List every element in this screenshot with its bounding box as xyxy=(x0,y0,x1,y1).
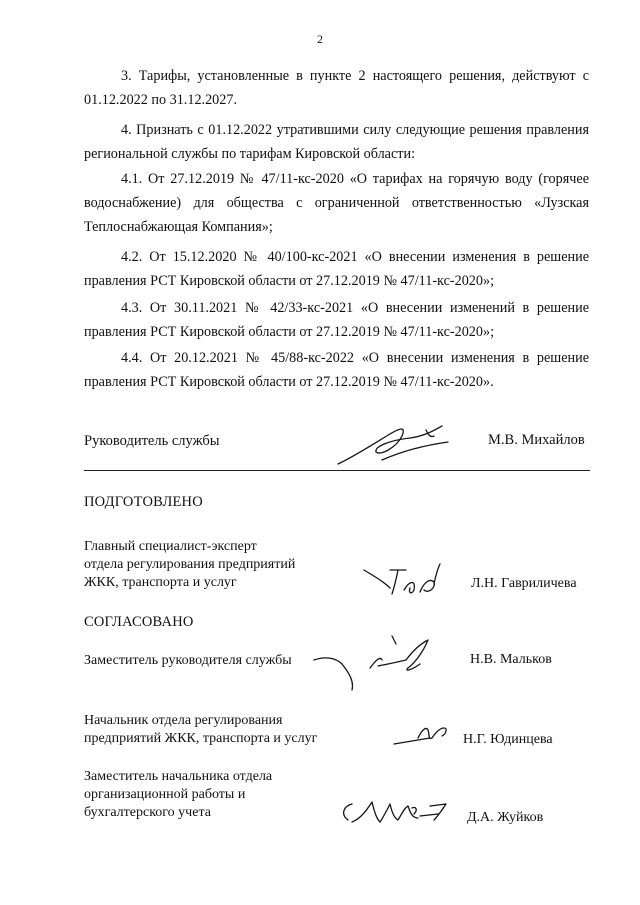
signer-title-line: Заместитель начальника отдела xyxy=(84,769,273,784)
paragraph-4-4: 4.4. От 20.12.2021 № 45/88-кс-2022 «О внесении изменения в решение правления РСТ Кировской области от 27.12.2019 № 47/11-кс-2020». xyxy=(84,350,589,390)
paragraph-4: 4. Признать с 01.12.2022 утратившими силу следующие решения правления региональной службы по тарифам Кировской области: xyxy=(84,122,589,162)
signer-title-line: предприятий ЖКК, транспорта и услуг xyxy=(84,731,318,746)
signer-2-signature xyxy=(392,720,462,750)
paragraph-4-2: 4.2. От 15.12.2020 № 40/100-кс-2021 «О внесении изменения в решение правления РСТ Кировской области от 27.12.2019 № 47/11-кс-2020»; xyxy=(84,249,589,289)
signer-1-signature xyxy=(312,630,462,694)
agreed-heading: СОГЛАСОВАНО xyxy=(84,614,194,630)
signer-2-title xyxy=(84,712,317,748)
prepared-title-line: Главный специалист-эксперт xyxy=(84,539,257,554)
paragraph-3: 3. Тарифы, установленные в пункте 2 настоящего решения, действуют с 01.12.2022 по 31.12.2027. xyxy=(84,68,589,108)
prepared-title-line: отдела регулирования предприятий xyxy=(84,557,296,572)
prepared-title-line: ЖКК, транспорта и услуг xyxy=(84,575,237,590)
signer-3-name: Д.А. Жуйков xyxy=(467,810,544,825)
prepared-heading: ПОДГОТОВЛЕНО xyxy=(84,494,203,510)
signer-1-name: Н.В. Мальков xyxy=(470,652,552,667)
prepared-title xyxy=(84,538,295,592)
prepared-name: Л.Н. Гавриличева xyxy=(471,576,577,591)
signer-title-line: Заместитель руководителя службы xyxy=(84,653,292,668)
head-name: М.В. Михайлов xyxy=(488,432,585,448)
paragraph-4-1: 4.1. От 27.12.2019 № 47/11-кс-2020 «О тарифах на горячую воду (горячее водоснабжение) для общества с ограниченной ответственностью «Лузская Теплоснабжающая Компания»; xyxy=(84,171,589,235)
signer-1-title xyxy=(84,652,292,670)
signer-title-line: организационной работы и xyxy=(84,787,246,802)
page-number: 2 xyxy=(317,32,323,46)
head-signature xyxy=(330,416,470,471)
divider-line xyxy=(84,470,590,471)
paragraph-4-3: 4.3. От 30.11.2021 № 42/33-кс-2021 «О внесении изменений в решение правления РСТ Кировской области от 27.12.2019 № 47/11-кс-2020»; xyxy=(84,300,589,340)
signer-3-signature xyxy=(338,792,466,828)
prepared-signature xyxy=(360,560,450,600)
signer-2-name: Н.Г. Юдинцева xyxy=(463,732,553,747)
signer-3-title xyxy=(84,768,272,822)
head-title: Руководитель службы xyxy=(84,433,220,449)
signer-title-line: Начальник отдела регулирования xyxy=(84,713,283,728)
signer-title-line: бухгалтерского учета xyxy=(84,805,211,820)
